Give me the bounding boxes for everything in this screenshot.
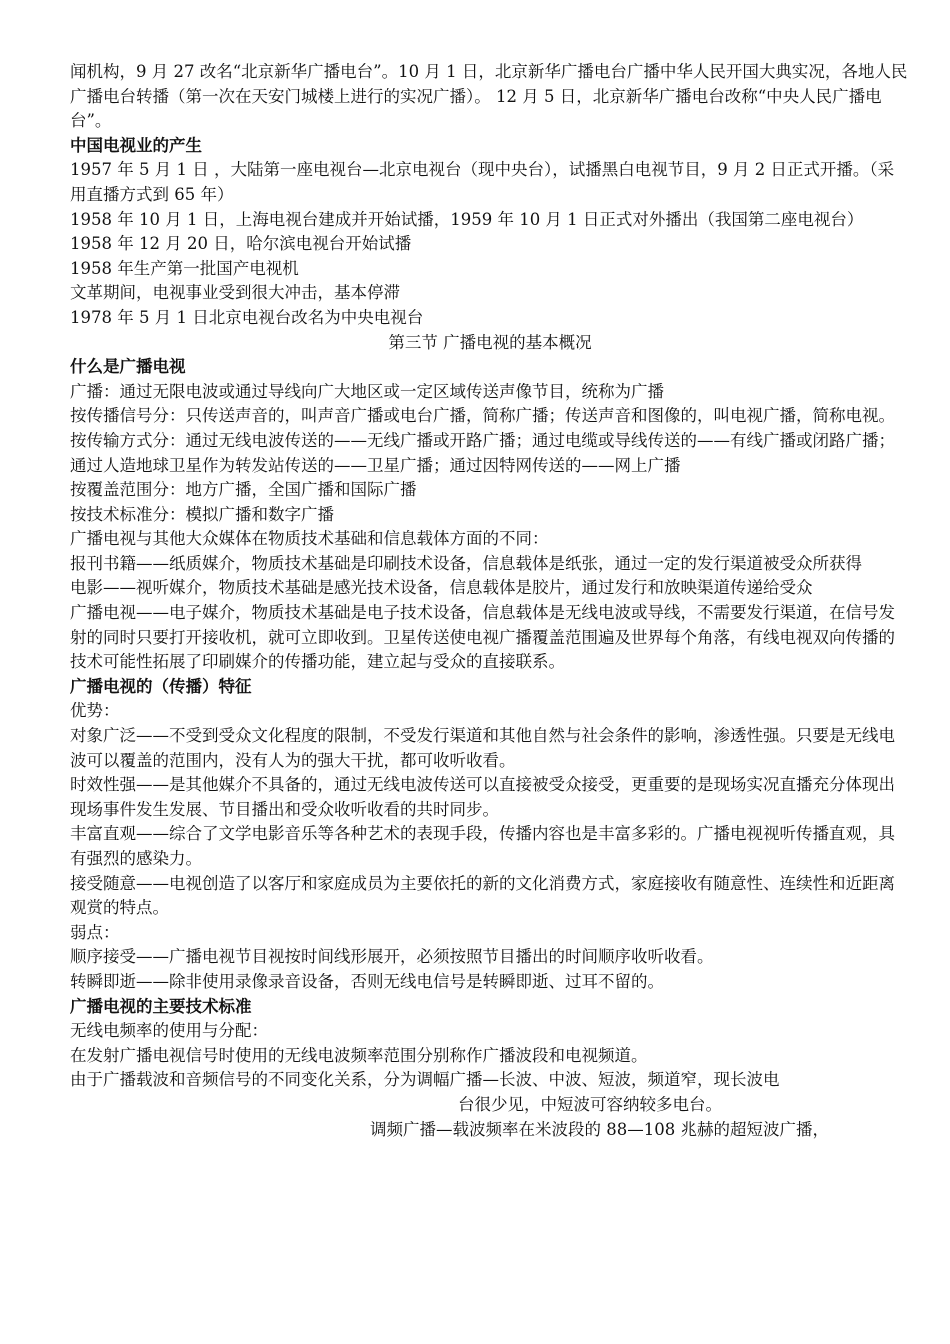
para-by-signal: 按传播信号分：只传送声音的，叫声音广播或电台广播，简称广播；传送声音和图像的，叫电视广播，简称电视。: [70, 406, 895, 426]
para-bands: 在发射广播电视信号时使用的无线电波频率范围分别称作广播波段和电视频道。: [70, 1045, 648, 1065]
para-compare: 广播电视与其他大众媒体在物质技术基础和信息载体方面的不同：: [70, 529, 549, 549]
heading-what-is: 什么是广播电视: [70, 357, 186, 377]
para-wide: 对象广泛——不受到受众文化程度的限制，不受发行渠道和其他自然与社会条件的影响，渗透性强。只要是无线电波可以覆盖的范围内，没有人为的强大干扰，都可收听收看。: [70, 726, 895, 770]
para-1958-shanghai: 1958 年 10 月 1 日，上海电视台建成并开始试播，1959 年 10 月 1 日正式对外播出（我国第二座电视台）: [70, 209, 864, 229]
para-weak: 弱点：: [70, 922, 120, 942]
para-print: 报刊书籍——纸质媒介，物质技术基础是印刷技术设备，信息载体是纸张，通过一定的发行渠道被受众所获得: [70, 553, 862, 573]
para-by-tech: 按技术标准分：模拟广播和数字广播: [70, 504, 334, 524]
document-page: [70, 60, 910, 1142]
para-by-coverage: 按覆盖范围分：地方广播，全国广播和国际广播: [70, 480, 417, 500]
para-am-tail: 台很少见，中短波可容纳较多电台。: [458, 1094, 722, 1114]
heading-tech-standards: 广播电视的主要技术标准: [70, 996, 252, 1016]
para-rich: 丰富直观——综合了文学电影音乐等各种艺术的表现手段，传播内容也是丰富多彩的。广播电视视听传播直观，具有强烈的感染力。: [70, 824, 895, 868]
para-fm: 调频广播—载波频率在米波段的 88—108 兆赫的超短波广播，: [370, 1119, 829, 1139]
para-by-transmission: 按传输方式分：通过无线电波传送的——无线广播或开路广播；通过电缆或导线传送的——有线广播或闭路广播；通过人造地球卫星作为转发站传送的——卫星广播；通过因特网传送的——网上广播: [70, 430, 895, 475]
para-timely: 时效性强——是其他媒介不具备的，通过无线电波传送可以直接被受众接受，更重要的是现场实况直播充分体现出现场事件发生发展、节目播出和受众收听收看的共时同步。: [70, 775, 895, 819]
para-casual: 接受随意——电视创造了以客厅和家庭成员为主要依托的新的文化消费方式，家庭接收有随意性、连续性和近距离观赏的特点。: [70, 873, 895, 918]
para-advantages: 优势：: [70, 701, 120, 721]
para-1958-tvset: 1958 年生产第一批国产电视机: [70, 258, 299, 278]
section-title: 第三节 广播电视的基本概况: [388, 332, 592, 352]
heading-features: 广播电视的（传播）特征: [70, 676, 252, 696]
para-sequential: 顺序接受——广播电视节目视按时间线形展开，必须按照节目播出的时间顺序收听收看。: [70, 947, 714, 967]
para-film: 电影——视听媒介，物质技术基础是感光技术设备，信息载体是胶片，通过发行和放映渠道传递给受众: [70, 578, 813, 598]
para-culture-rev: 文革期间，电视事业受到很大冲击，基本停滞: [70, 283, 400, 303]
heading-tv-origin: 中国电视业的产生: [70, 135, 202, 155]
para-1978: 1978 年 5 月 1 日北京电视台改名为中央电视台: [70, 307, 424, 327]
para-1957: 1957 年 5 月 1 日 ，大陆第一座电视台—北京电视台（现中央台），试播黑白电视节目，9 月 2 日正式开播。（采用直播方式到 65 年）: [70, 160, 895, 204]
para-freq: 无线电频率的使用与分配：: [70, 1021, 268, 1041]
para-1: 闻机构，9 月 27 改名“北京新华广播电台”。10 月 1 日，北京新华广播电台广播中华人民开国大典实况，各地人民广播电台转播（第一次在天安门城楼上进行的实况广播）。 12 月 5 日，北京新华广播电台改称“中央人民广播电台”。: [70, 62, 908, 131]
para-am: 由于广播载波和音频信号的不同变化关系，分为调幅广播—长波、中波、短波，频道窄，现长波电: [70, 1070, 780, 1090]
para-def: 广播：通过无限电波或通过导线向广大地区或一定区域传送声像节目，统称为广播: [70, 381, 664, 401]
para-broadcast: 广播电视——电子媒介，物质技术基础是电子技术设备，信息载体是无线电波或导线，不需要发行渠道，在信号发射的同时只要打开接收机，就可立即收到。卫星传送使电视广播覆盖范围遍及世界每个角落，有线电视双向传播的技术可能性拓展了印刷媒介的传播功能，建立起与受众的直接联系。: [70, 603, 895, 672]
para-1958-harbin: 1958 年 12 月 20 日，哈尔滨电视台开始试播: [70, 234, 412, 254]
para-fleeting: 转瞬即逝——除非使用录像录音设备，否则无线电信号是转瞬即逝、过耳不留的。: [70, 971, 664, 991]
